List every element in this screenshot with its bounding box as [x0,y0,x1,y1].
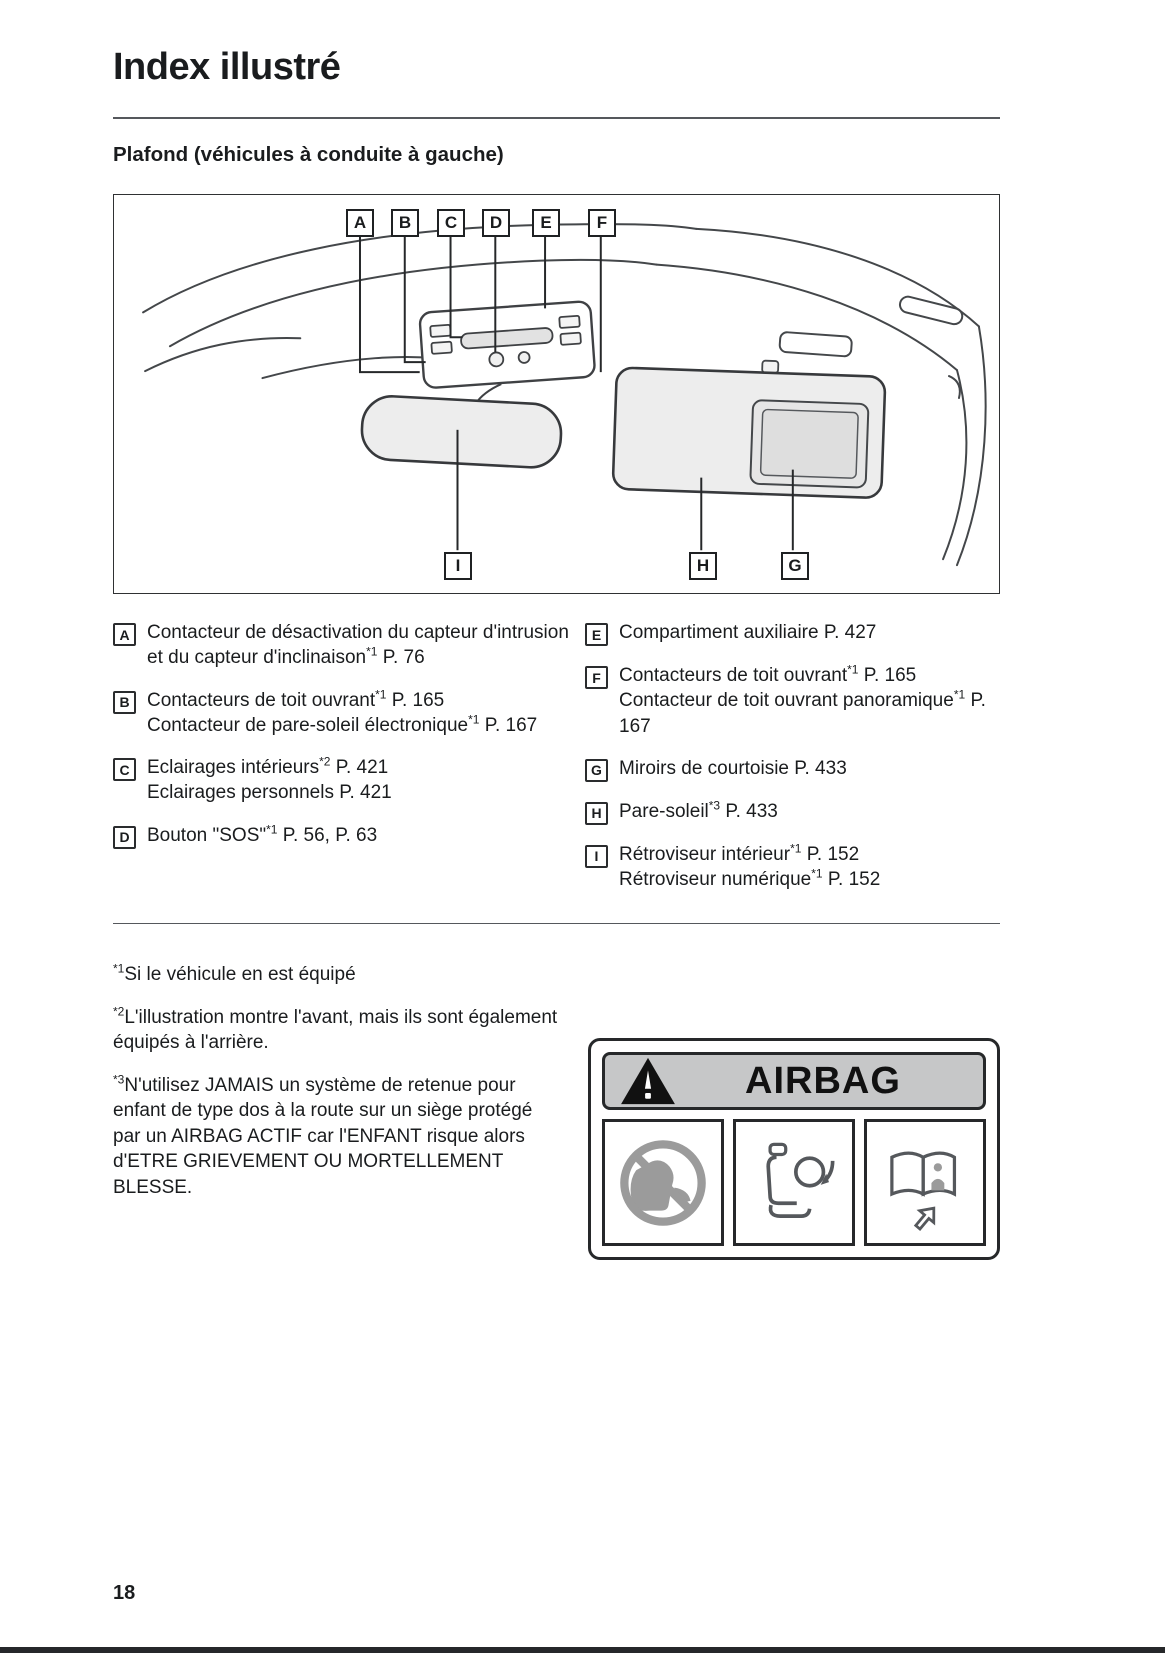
footnote-ref: *1 [366,644,378,659]
footnote-2 [113,1005,565,1056]
page-number: 18 [113,1582,136,1604]
legend-label: Eclairages personnels P. 421 [147,782,392,804]
callout-i: I [444,552,472,580]
legend-item-f [585,663,1000,739]
footnote-ref: *1 [811,866,823,881]
legend-text-i [619,842,880,893]
footnote-1 [113,962,565,987]
sun-visor [613,356,886,499]
no-rear-facing-child-seat-icon [617,1130,709,1236]
legend-label: Bouton "SOS" [147,824,267,846]
page-bottom-edge [0,1647,1165,1653]
page-title: Index illustré [113,46,341,88]
legend-label: Contacteur de pare-soleil électronique [147,714,469,736]
callout-h: H [689,552,717,580]
footnote-text: Si le véhicule en est équipé [124,964,356,986]
legend-text-h [619,799,778,825]
legend-key-f: F [585,666,608,689]
legend-key-d: D [113,826,136,849]
airbag-title: AIRBAG [745,1059,901,1102]
legend-key-c: C [113,758,136,781]
legend-label: Eclairages intérieurs [147,757,320,779]
footnote-ref: *3 [708,798,721,813]
legend-text-d [147,823,377,849]
page-ref: P. 165 [386,689,445,711]
footnote-ref: *2 [319,754,331,769]
legend-key-b: B [113,691,136,714]
legend-label: Rétroviseur numérique [619,869,812,891]
airbag-deployment-icon [748,1130,840,1236]
callout-c: C [437,209,465,237]
pictogram-cell-1 [602,1119,724,1246]
legend-key-i: I [585,845,608,868]
footnote-ref: *1 [953,687,966,702]
legend-text-c [147,755,392,806]
callout-g: G [781,552,809,580]
footnote-ref: *1 [375,687,387,702]
legend-text-e [619,620,876,646]
legend-item-a [113,620,585,671]
callout-b: B [391,209,419,237]
page-ref: P. 56, P. 63 [277,824,378,846]
ceiling-illustration [114,195,999,593]
legend-item-b [113,688,585,739]
pictogram-cell-2 [733,1119,855,1246]
legend-label: Contacteurs de toit ouvrant [147,689,376,711]
footnote-text: N'utilisez JAMAIS un système de retenue pour enfant de type dos à la route sur un siège protégé par un AIRBAG ACTIF car l'ENFANT risque alors d'ETRE GRIEVEMENT OU MORTELLEMENT BLESSE. [113,1074,533,1198]
page-ref: P. 76 [377,647,425,669]
legend-key-g: G [585,759,608,782]
legend-item-g [585,756,1000,782]
legend-label: Contacteur de toit ouvrant panoramique [619,690,954,712]
section-title: Plafond (véhicules à conduite à gauche) [113,143,504,166]
footnote-3 [113,1073,565,1200]
footnotes [113,962,565,1217]
bottom-section [113,962,1000,1260]
page-ref: P. 167 [479,714,538,736]
footnote-marker: *3 [113,1072,125,1087]
page-ref: P. 433 [720,800,778,822]
callout-d: D [482,209,510,237]
legend-divider [113,923,1000,924]
footnote-ref: *1 [266,822,278,837]
page-ref: P. 152 [801,843,860,865]
warning-triangle-icon [619,1056,677,1106]
pictogram-cell-3 [864,1119,986,1246]
airbag-label-header [602,1052,986,1110]
legend-text-f [619,663,1000,739]
legend-item-d [113,823,585,849]
callout-e: E [532,209,560,237]
rearview-mirror [360,395,562,469]
callout-a: A [346,209,374,237]
airbag-warning-label [588,1038,1000,1260]
page-ref: P. 167 [619,690,986,737]
legend-item-e [585,620,1000,646]
legend-label: Compartiment auxiliaire P. 427 [619,622,877,643]
footnote-text: L'illustration montre l'avant, mais ils sont également équipés à l'arrière. [113,1006,558,1054]
ceiling-diagram [113,194,1000,594]
legend-label: Rétroviseur intérieur [619,843,791,865]
title-divider [113,117,1000,119]
footnote-ref: *1 [790,841,802,856]
legend-item-h [585,799,1000,825]
page-ref: P. 152 [822,869,881,891]
legend-key-a: A [113,623,136,646]
page-ref: P. 421 [330,757,389,779]
legend-label: Contacteur de désactivation du capteur d'intrusion et du capteur d'inclinaison [147,622,569,669]
legend-key-e: E [585,623,608,646]
legend-item-i [585,842,1000,893]
callout-f: F [588,209,616,237]
airbag-pictograms [602,1119,986,1246]
legend-text-a [147,620,585,671]
legend-text-b [147,688,537,739]
footnote-marker: *2 [113,1004,125,1019]
footnote-ref: *1 [468,712,480,727]
legend-key-h: H [585,802,608,825]
legend [113,620,1000,909]
page-ref: P. 165 [858,665,917,686]
overhead-console [419,301,595,388]
legend-column-left [113,620,585,909]
legend-text-g [619,756,847,782]
legend-item-c [113,755,585,806]
legend-label: Contacteurs de toit ouvrant [619,665,848,686]
legend-column-right [585,620,1000,909]
footnote-marker: *1 [113,962,125,976]
footnote-ref: *1 [847,662,859,677]
read-owners-manual-icon [879,1130,971,1236]
legend-label: Miroirs de courtoisie P. 433 [619,757,847,779]
legend-label: Pare-soleil [619,800,709,822]
